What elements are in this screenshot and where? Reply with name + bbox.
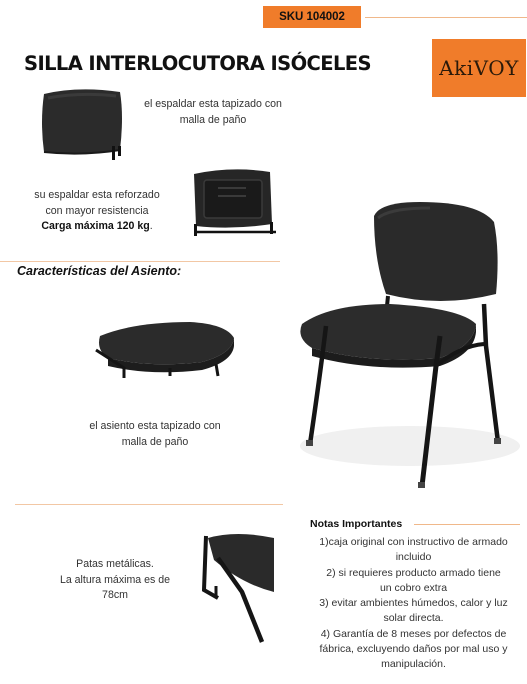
note-line: manipulación. [381,658,446,670]
notes-divider [414,524,520,525]
sku-label: SKU 104002 [279,11,345,23]
note-line: incluido [395,551,432,563]
max-load: Carga máxima 120 kg [41,220,150,232]
backrest-description: el espaldar esta tapizado con malla de paño [144,98,282,126]
note-line: 3) evitar ambientes húmedos, calor y luz [319,597,508,609]
reinforced-description: su espaldar esta reforzado con mayor resistencia Carga máxima 120 kg. [34,189,160,232]
header-divider [365,17,527,18]
backrest-image [38,86,124,162]
product-title: SILLA INTERLOCUTORA ISÓCELES [24,52,371,75]
notes-title: Notas Importantes [310,518,403,530]
backrest-rear-image [190,166,280,238]
seat-image [94,318,236,380]
legs-divider [15,504,283,505]
chair-main-image [290,196,527,492]
note-line: fábrica, excluyendo daños por mal uso y [319,643,508,655]
seat-description: el asiento esta tapizado con malla de paño [89,420,221,448]
note-line: solar directa. [383,612,444,624]
brand-logo [432,39,526,97]
section-divider [0,261,280,262]
legs-description: Patas metálicas. La altura máxima es de 78cm [59,558,171,601]
seat-section-title: Características del Asiento: [17,264,182,278]
note-line: 1)caja original con instructivo de armado [319,536,508,548]
legs-image [196,530,274,644]
note-line: 2) si requieres producto armado tiene [326,567,501,579]
sku-badge [263,6,361,28]
brand-logo-text: AkiVOY [439,56,519,80]
note-line: un cobro extra [379,582,448,594]
note-line: 4) Garantía de 8 meses por defectos de [320,628,507,640]
